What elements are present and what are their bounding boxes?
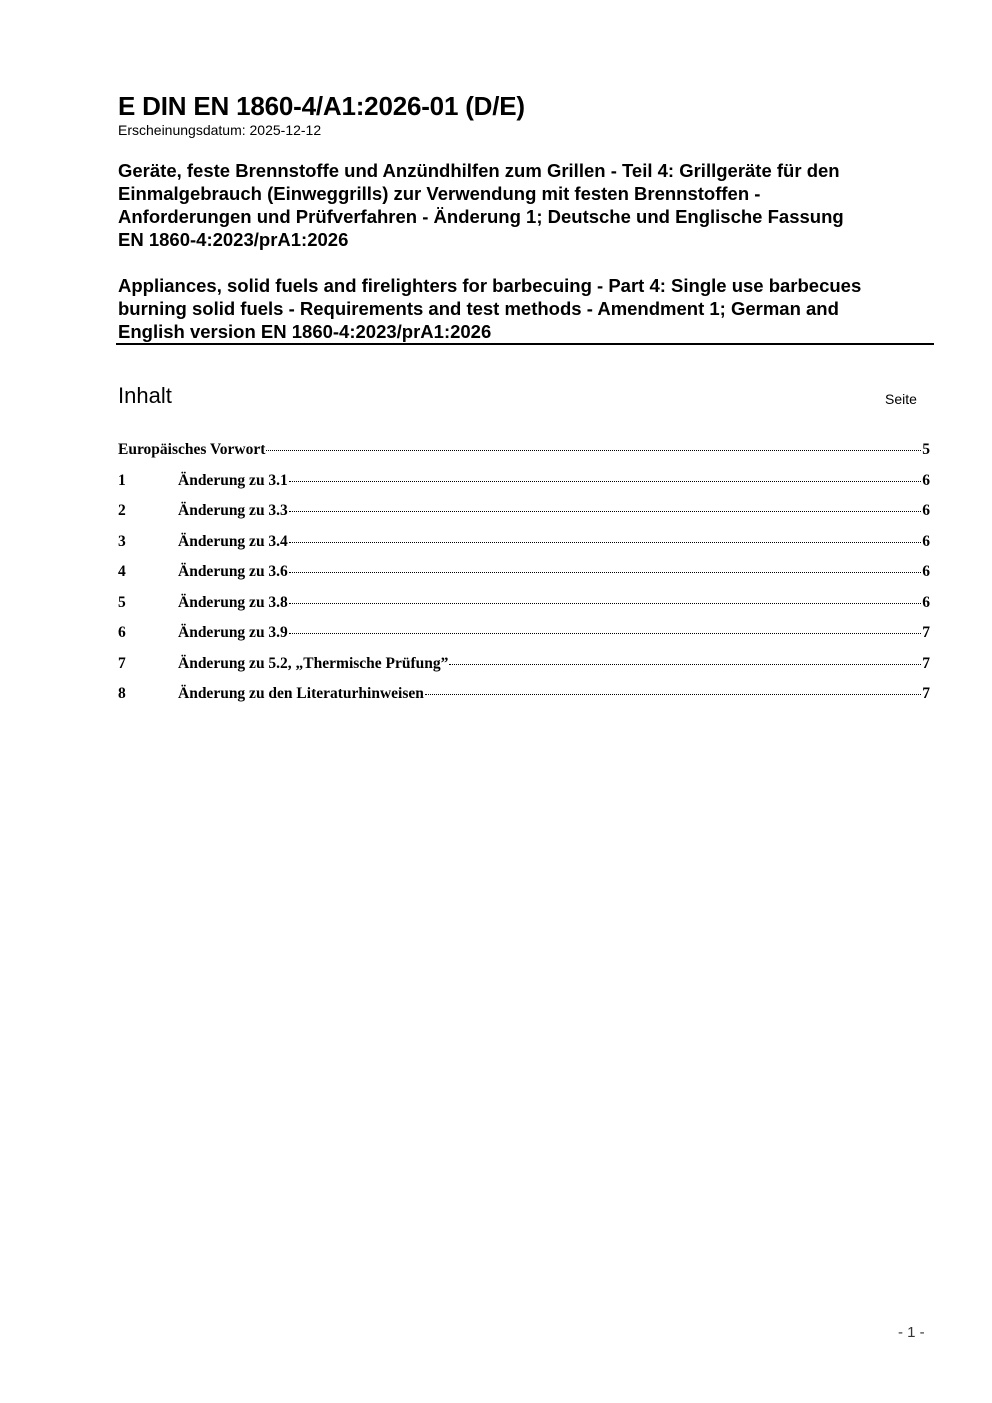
toc-entry-foreword[interactable] xyxy=(118,437,930,468)
toc-entry-page: 7 xyxy=(922,685,930,702)
dot-leader xyxy=(289,603,921,604)
dot-leader xyxy=(289,572,921,573)
toc-entry-2[interactable] xyxy=(118,498,930,529)
toc-entry-7[interactable] xyxy=(118,651,930,682)
english-title xyxy=(118,274,934,343)
title-divider xyxy=(116,343,934,345)
toc-entry-4[interactable] xyxy=(118,559,930,590)
toc-entry-number: 5 xyxy=(118,593,126,611)
toc-entry-8[interactable] xyxy=(118,681,930,712)
document-id: E DIN EN 1860-4/A1:2026-01 (D/E) xyxy=(118,91,525,121)
toc-entry-number: 6 xyxy=(118,624,126,641)
toc-entry-page: 6 xyxy=(922,593,930,611)
toc-entry-3[interactable] xyxy=(118,529,930,560)
toc-entry-number: 4 xyxy=(118,563,126,580)
german-title-line: Einmalgebrauch (Einweggrills) zur Verwendung mit festen Brennstoffen - xyxy=(118,183,761,204)
german-title-line: Geräte, feste Brennstoffe und Anzündhilfen zum Grillen - Teil 4: Grillgeräte für den xyxy=(118,160,840,181)
toc-entry-number: 8 xyxy=(118,685,126,702)
toc-entry-number: 2 xyxy=(118,502,126,519)
toc-entry-title: Änderung zu den Literaturhinweisen xyxy=(178,685,424,702)
page-number: - 1 - xyxy=(898,1324,925,1341)
dot-leader xyxy=(449,664,921,665)
toc-entry-page: 6 xyxy=(922,563,930,580)
table-of-contents xyxy=(118,437,930,712)
dot-leader xyxy=(425,694,921,695)
toc-entry-title: Änderung zu 5.2, „Thermische Prüfung” xyxy=(178,654,449,672)
dot-leader xyxy=(289,542,921,543)
toc-entry-page: 7 xyxy=(922,624,930,641)
publication-date: Erscheinungsdatum: 2025-12-12 xyxy=(118,122,322,138)
english-title-line: English version EN 1860-4:2023/prA1:2026 xyxy=(118,321,492,342)
toc-entry-page: 7 xyxy=(922,654,930,672)
toc-entry-1[interactable] xyxy=(118,468,930,499)
dot-leader xyxy=(289,511,921,512)
german-title-line: EN 1860-4:2023/prA1:2026 xyxy=(118,229,349,250)
toc-entry-title: Änderung zu 3.3 xyxy=(178,502,288,519)
toc-entry-title: Änderung zu 3.1 xyxy=(178,471,288,489)
toc-entry-title: Änderung zu 3.8 xyxy=(178,593,288,611)
english-title-line: Appliances, solid fuels and firelighters for barbecuing - Part 4: Single use barbecues xyxy=(118,275,862,296)
toc-entry-title: Europäisches Vorwort xyxy=(118,441,266,458)
toc-entry-page: 6 xyxy=(922,532,930,550)
toc-heading: Inhalt xyxy=(118,383,172,408)
toc-entry-page: 6 xyxy=(922,471,930,489)
english-title-line: burning solid fuels - Requirements and test methods - Amendment 1; German and xyxy=(118,298,839,319)
german-title xyxy=(118,159,934,251)
toc-entry-title: Änderung zu 3.6 xyxy=(178,563,288,580)
toc-entry-page: 6 xyxy=(922,502,930,519)
toc-entry-6[interactable] xyxy=(118,620,930,651)
toc-entry-number: 3 xyxy=(118,532,126,550)
dot-leader xyxy=(289,481,921,482)
german-title-line: Anforderungen und Prüfverfahren - Änderung 1; Deutsche und Englische Fassung xyxy=(118,206,844,227)
dot-leader xyxy=(289,633,921,634)
toc-entry-5[interactable] xyxy=(118,590,930,621)
dot-leader xyxy=(266,450,921,451)
toc-entry-page: 5 xyxy=(922,441,930,458)
toc-entry-number: 7 xyxy=(118,654,126,672)
toc-page-column-label: Seite xyxy=(885,391,917,407)
toc-entry-title: Änderung zu 3.4 xyxy=(178,532,288,550)
toc-entry-title: Änderung zu 3.9 xyxy=(178,624,288,641)
toc-entry-number: 1 xyxy=(118,471,126,489)
